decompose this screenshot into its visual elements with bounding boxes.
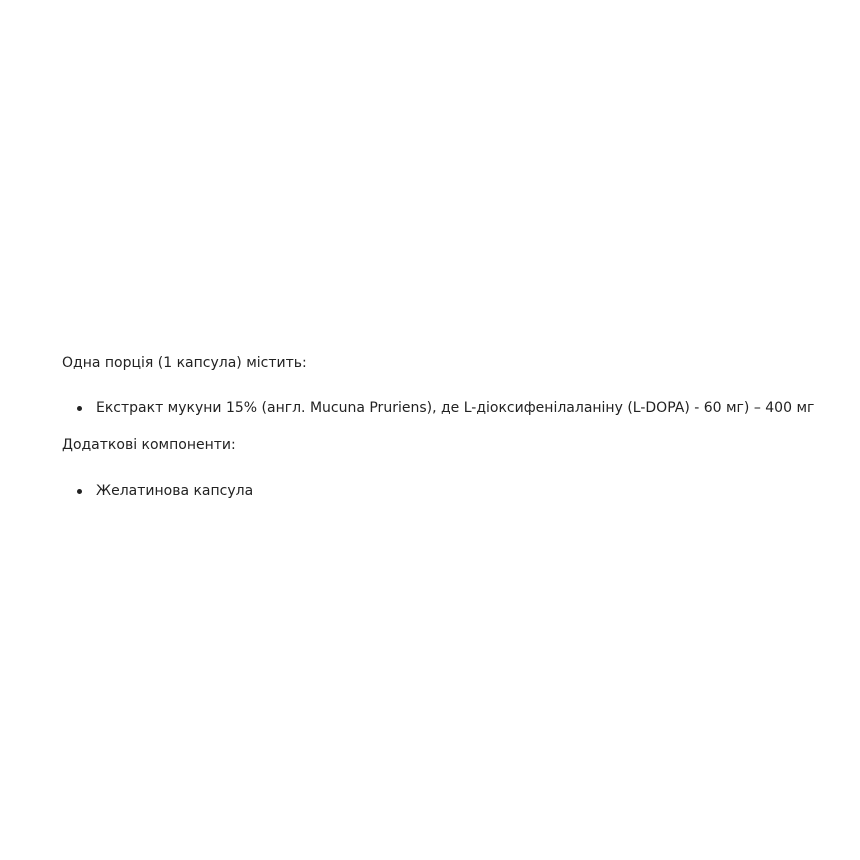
ingredient-text: Екстракт мукуни 15% (англ. Mucuna Pruriens), де L-діоксифенілаланіну (L-DOPA) - 60 мг) – 400 мг: [96, 400, 815, 416]
bullet-icon: [77, 489, 82, 494]
product-composition: [62, 351, 852, 503]
list-item: [62, 396, 852, 420]
additional-components-heading: Додаткові компоненти:: [62, 437, 236, 453]
additional-components-list: [62, 479, 852, 503]
list-item: [62, 479, 852, 503]
component-text: Желатинова капсула: [96, 483, 254, 499]
bullet-icon: [77, 406, 82, 411]
serving-ingredients-list: [62, 396, 852, 420]
serving-heading: Одна порція (1 капсула) містить:: [62, 355, 307, 371]
